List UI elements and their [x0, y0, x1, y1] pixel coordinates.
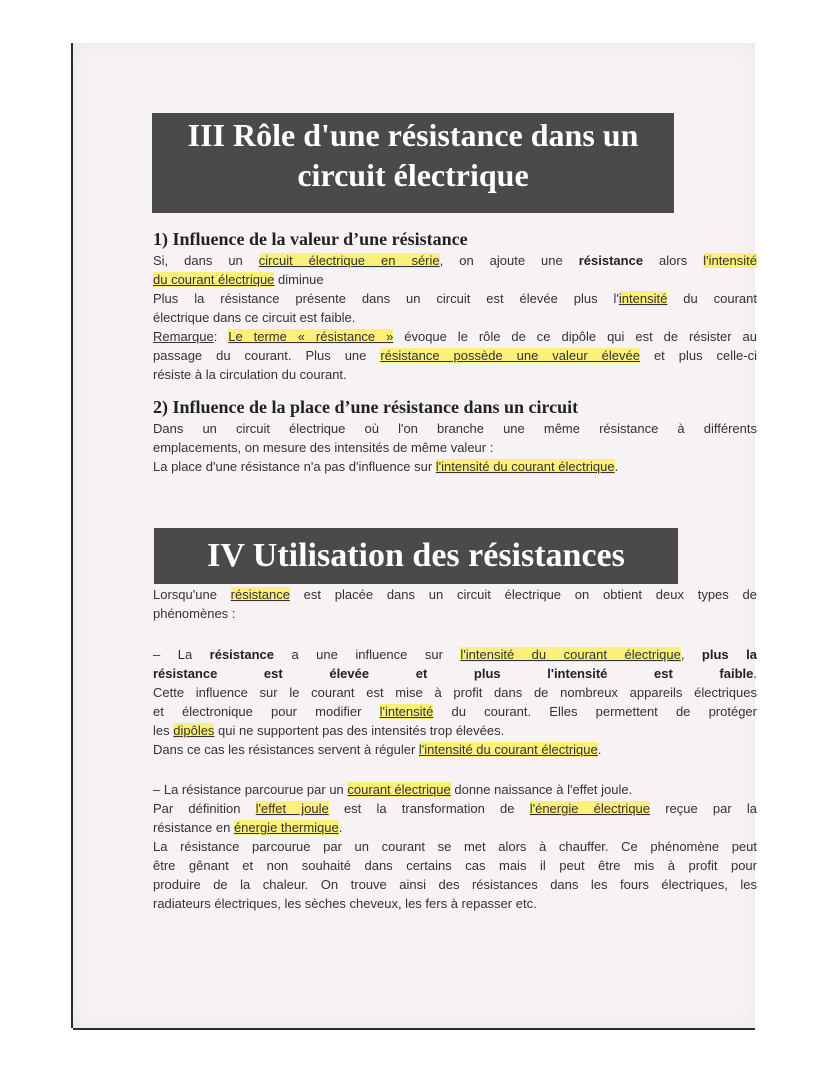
highlight: l'intensité du courant électrique — [435, 459, 615, 474]
highlight: circuit électrique en série — [258, 253, 440, 268]
section-3-title-line-2: circuit électrique — [297, 157, 529, 193]
text-line: – La résistance parcourue par un courant électrique donne naissance à l'effet joule. — [153, 782, 633, 797]
text-line: La résistance parcourue par un courant se met alors à chauffer. Ce phénomène peut — [153, 839, 757, 854]
text-line: résistance en énergie thermique. — [153, 820, 343, 835]
subsection-1-text — [153, 251, 757, 384]
highlight: l'intensité — [703, 253, 757, 268]
highlight: résistance possède une valeur élevée — [380, 348, 640, 363]
text-line: Si, dans un circuit électrique en série, on ajoute une résistance alors l'intensité — [153, 253, 757, 268]
text-line: passage du courant. Plus une résistance possède une valeur élevée et plus celle-ci — [153, 348, 757, 363]
text-line: phénomènes : — [153, 606, 236, 621]
highlight: intensité — [618, 291, 668, 306]
highlight: dipôles — [173, 723, 215, 738]
text-line: Remarque: Le terme « résistance » évoque le rôle de ce dipôle qui est de résister au — [153, 329, 757, 344]
subsection-2-text — [153, 419, 757, 476]
highlight: l'intensité du courant électrique — [460, 647, 681, 662]
section-4-item-1 — [153, 645, 757, 759]
text-line: Dans ce cas les résistances servent à réguler l'intensité du courant électrique. — [153, 742, 602, 757]
text-line: être gênant et non souhaité dans certains cas mais il peut être mis à profit pour — [153, 858, 757, 873]
highlight: Le terme « résistance » — [228, 329, 394, 344]
text-line: radiateurs électriques, les sèches cheveux, les fers à repasser etc. — [153, 896, 537, 911]
text-line: produire de la chaleur. On trouve ainsi des résistances dans les fours électriques, les — [153, 877, 757, 892]
section-3-title — [152, 113, 674, 213]
text-line: et électronique pour modifier l'intensité du courant. Elles permettent de protéger — [153, 704, 757, 719]
highlight: l'effet joule — [255, 801, 329, 816]
text-line: Plus la résistance présente dans un circuit est élevée plus l'intensité du courant — [153, 291, 757, 306]
text-line: – La résistance a une influence sur l'intensité du courant électrique, plus la — [153, 647, 757, 662]
highlight: l'intensité — [379, 704, 434, 719]
highlight: résistance — [230, 587, 290, 602]
subsection-1-heading: 1) Influence de la valeur d’une résistance — [153, 229, 468, 249]
text-line: électrique dans ce circuit est faible. — [153, 310, 356, 325]
text-line: Par définition l'effet joule est la transformation de l'énergie électrique reçue par la — [153, 801, 758, 816]
subsection-2-heading: 2) Influence de la place d’une résistance dans un circuit — [153, 397, 579, 417]
text-line: résistance est élevée et plus l'intensité est faible. — [153, 666, 757, 681]
highlight: du courant électrique — [153, 272, 275, 287]
highlight: énergie thermique — [233, 820, 339, 835]
text-line: résiste à la circulation du courant. — [153, 367, 347, 382]
text-line: les dipôles qui ne supportent pas des intensités trop élevées. — [153, 723, 505, 738]
text-line: Lorsqu'une résistance est placée dans un circuit électrique on obtient deux types de — [153, 587, 757, 602]
text-line: Cette influence sur le courant est mise à profit dans de nombreux appareils électriques — [153, 685, 757, 700]
text-line: Dans un circuit électrique où l'on branche une même résistance à différents — [153, 421, 757, 436]
section-4-intro — [153, 585, 757, 623]
text-line: du courant électrique diminue — [153, 272, 324, 287]
text-line: La place d'une résistance n'a pas d'influence sur l'intensité du courant électrique. — [153, 459, 619, 474]
text-line: emplacements, on mesure des intensités de même valeur : — [153, 440, 494, 455]
section-4-item-2 — [153, 780, 757, 913]
highlight: l'énergie électrique — [529, 801, 651, 816]
section-3-title-line-1: III Rôle d'une résistance dans un — [187, 117, 639, 153]
document-page — [73, 43, 758, 1028]
highlight: l'intensité du courant électrique — [418, 742, 598, 757]
section-4-title: IV Utilisation des résistances — [154, 528, 678, 584]
highlight: courant électrique — [347, 782, 451, 797]
remark-label: Remarque — [153, 329, 214, 344]
